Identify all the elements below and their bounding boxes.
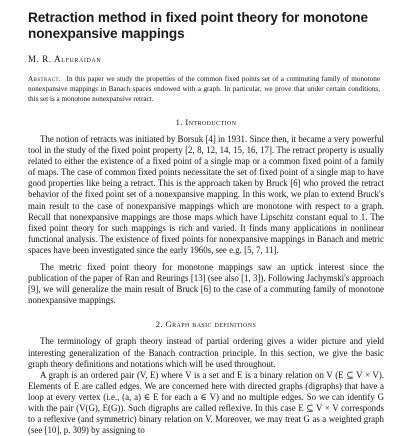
title-line: nonexpansive mappings: [28, 26, 185, 41]
author-name: M. R. Alfuraidan: [28, 54, 102, 64]
abstract-text: In this paper we study the properties of the common fixed points set of a commuting family of monotone nonexpansive mappings in Banach spaces endowed with a graph. In particular, we prove that under certain conditions, this set is a monotone nonexpansive retract.: [28, 75, 381, 103]
paper-title: [28, 10, 384, 42]
title-line: Retraction method in fixed point theory for monotone: [28, 10, 368, 25]
paragraph: The terminology of graph theory instead of partial ordering gives a wider picture and yield interesting generalization of the Banach contraction principle. In this section, we give the basic graph theory definitions and notations which will be used throughout.: [28, 336, 384, 369]
paragraph: The metric fixed point theory for monotone mappings saw an uptick interest since the publication of the paper of Ran and Reurings [13] (see also [1, 3]). Following Jachymski's approach [9], we will generalize the main result of Bruck [6] to the case of a commuting family of monotone nonexpansive mappings.: [28, 262, 384, 306]
paragraph: The notion of retracts was initiated by Borsuk [4] in 1931. Since then, it became a very powerful tool in the study of the fixed point property [2, 8, 12, 14, 15, 16, 17]. The retract property is usually related to either the existence of a fixed point of a single map or a common fixed point of a family of maps. The case of common fixed points necessitate the set of fixed point of a single map to have good properties like being a retract. This is the approach taken by Bruck [6] who proved the retract behavior of the fixed point set of a nonexpansive mapping. In this work, we plan to extend Bruck's main result to the case of nonexpansive mappings which are monotone with respect to a graph. Recall that nonexpansive mappings are those maps which have Lipschitz constant equal to 1. The fixed point theory for such mappings is rich and varied. It finds many applications in nonlinear functional analysis. The existence of fixed points for nonexpansive mappings in Banach and metric spaces have been investigated since the early 1960s, see e.g. [5, 7, 11].: [28, 134, 384, 255]
section-heading-graph-definitions: 2. Graph basic definitions: [155, 319, 257, 330]
section-heading-introduction: 1. Introduction: [175, 117, 237, 127]
abstract-label: Abstract.: [28, 75, 62, 83]
abstract: [28, 74, 384, 104]
paragraph: A graph is an ordered pair (V, E) where V is a set and E is a binary relation on V (E ⊆ V × V). Elements of E are called edges. We are concerned here with directed graphs (digraphs) that have a loop at every vertex (i.e., (a, a) ∈ E for each a ∈ V) and no multiple edges. So we can identify G with the pair (V(G), E(G)). Such digraphs are called reflexive. In this case E ⊆ V × V corresponds to a reflexive (and symmetric) binary relation on V. Moreover, we may treat G as a weighted graph (see [10], p. 309) by assigning to: [28, 369, 384, 436]
